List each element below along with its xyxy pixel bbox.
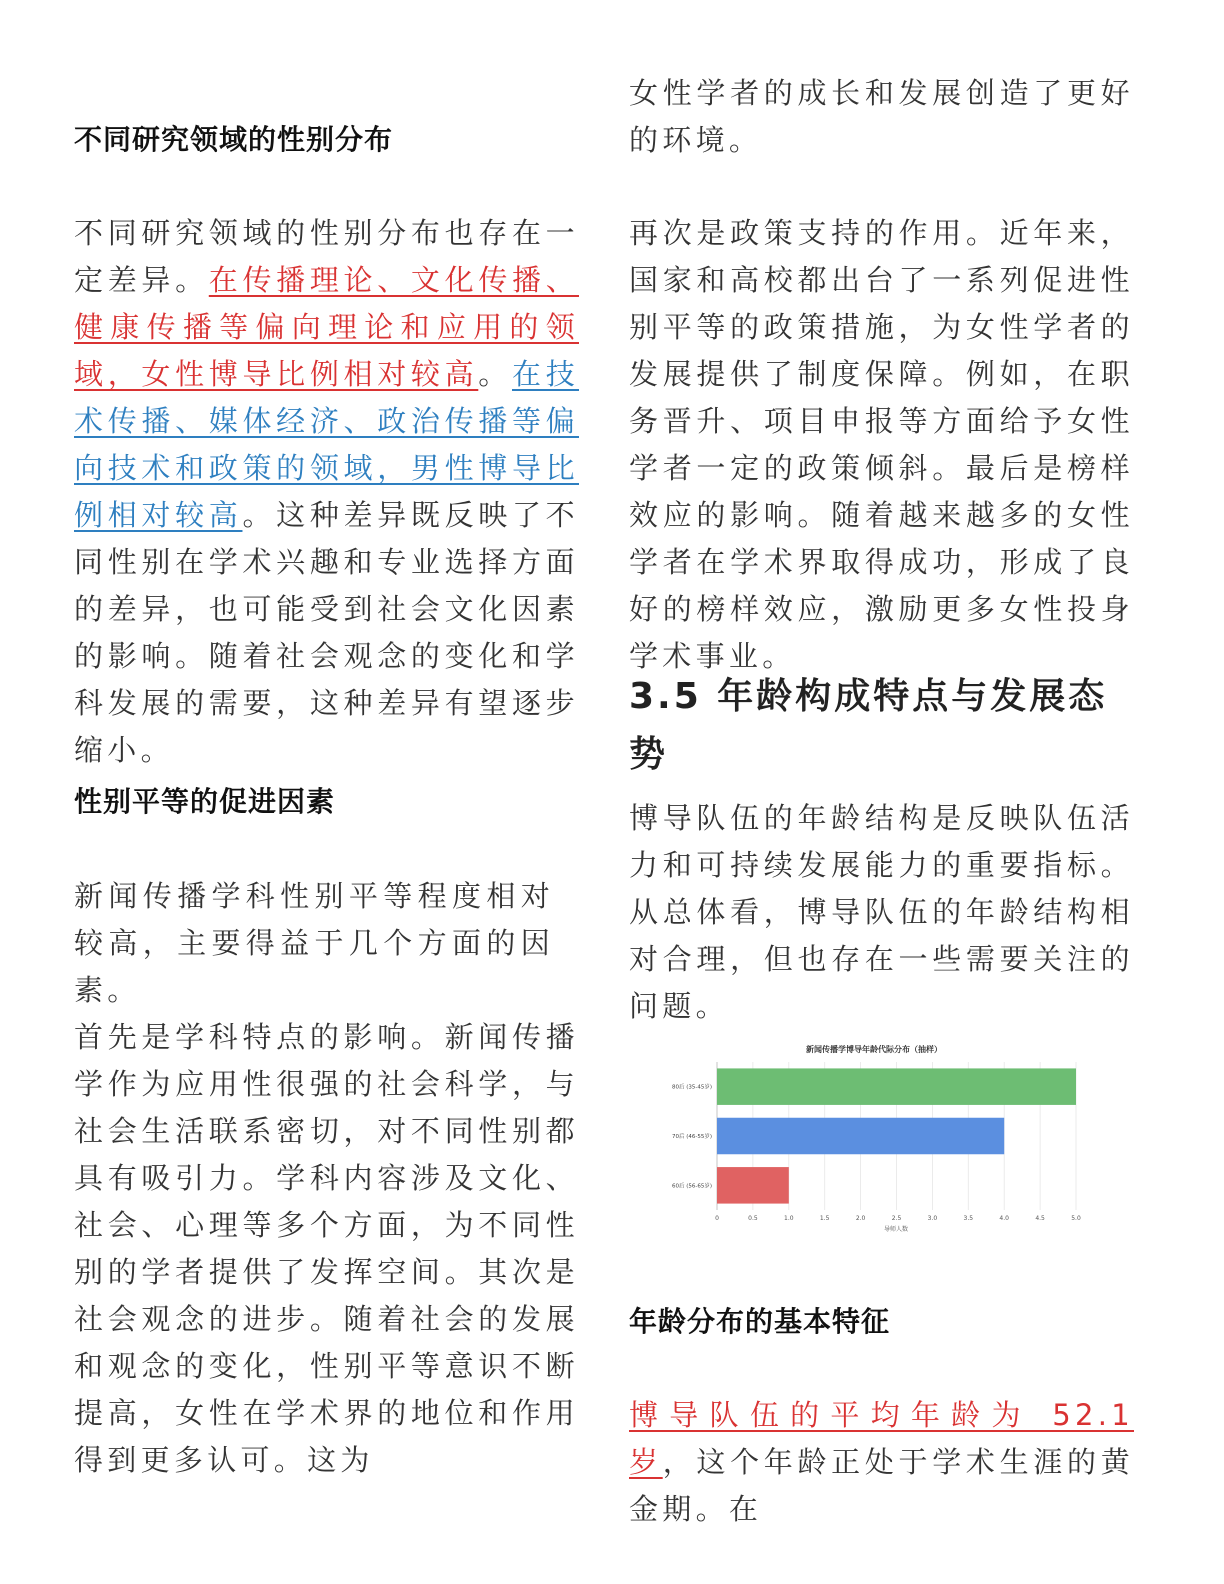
bar xyxy=(717,1068,1076,1105)
bar xyxy=(717,1118,1004,1155)
paragraph-continuation: 女性学者的成长和发展创造了更好的环境。 xyxy=(629,76,1134,157)
x-tick-label: 2.5 xyxy=(891,1215,902,1222)
chart-x-ticks xyxy=(715,1215,1081,1222)
heading-age-distribution: 年龄分布的基本特征 xyxy=(629,1305,891,1338)
highlight-red: 在传播理论、文化传播、健康传播等偏向理论和应用的领域，女性博导比例相对较高 xyxy=(74,263,579,391)
x-tick-label: 0.5 xyxy=(748,1215,758,1222)
category-label: 80后 (35-45岁) xyxy=(671,1084,712,1091)
category-label: 70后 (46-55岁) xyxy=(671,1134,712,1140)
heading-equality-factors: 性别平等的促进因素 xyxy=(74,785,336,818)
heading-field-gender: 不同研究领域的性别分布 xyxy=(74,123,394,156)
x-tick-label: 4.0 xyxy=(999,1215,1009,1222)
paragraph-average-age xyxy=(629,1392,1134,1533)
x-tick-label: 4.5 xyxy=(1035,1215,1045,1222)
highlight-red: 博导队伍的平均年龄为 52.1 岁 xyxy=(629,1398,1134,1479)
x-tick-label: 3.5 xyxy=(963,1215,974,1222)
x-tick-label: 2.0 xyxy=(855,1215,866,1222)
x-tick-label: 1.0 xyxy=(784,1215,794,1222)
age-generation-chart xyxy=(648,1038,1088,1238)
bar xyxy=(717,1167,789,1204)
paragraph-policy-support: 再次是政策支持的作用。近年来，国家和高校都出台了一系列促进性别平等的政策措施，为女性学者的发展提供了制度保障。例如，在职务晋升、项目申报等方面给予女性学者一定的政策倾斜。最后是榜样效应的影响。随着越来越多的女性学者在学术界取得成功，形成了良好的榜样效应，激励更多女性投身学术事业。 xyxy=(629,216,1134,673)
chart-title: 新闻传播学博导年龄代际分布（抽样） xyxy=(806,1045,942,1054)
paragraph-field-difference xyxy=(74,210,579,774)
x-tick-label: 0 xyxy=(715,1215,719,1222)
x-tick-label: 3.0 xyxy=(927,1215,938,1222)
text: 。 xyxy=(478,357,512,391)
x-tick-label: 5.0 xyxy=(1071,1215,1081,1222)
paragraph-equality-intro: 新闻传播学科性别平等程度相对较高，主要得益于几个方面的因素。 xyxy=(74,879,554,1007)
text: 。这种差异既反映了不同性别在学术兴趣和专业选择方面的差异，也可能受到社会文化因素的影响。随着社会观念的变化和学科发展的需要，这种差异有望逐步缩小。 xyxy=(74,498,579,767)
highlight-blue: 在技术传播、媒体经济、政治传播等偏向技术和政策的领域，男性博导比例相对较高 xyxy=(74,357,579,532)
chart-category-labels xyxy=(672,1083,712,1190)
x-tick-label: 1.5 xyxy=(819,1215,830,1222)
category-label: 60后 (56-65岁) xyxy=(671,1183,712,1190)
paragraph-discipline-features: 首先是学科特点的影响。新闻传播学作为应用性很强的社会科学，与社会生活联系密切，对不同性别都具有吸引力。学科内容涉及文化、社会、心理等多个方面，为不同性别的学者提供了发挥空间。其次是社会观念的进步。随着社会的发展和观念的变化，性别平等意识不断提高，女性在学术界的地位和作用得到更多认可。这为 xyxy=(74,1020,579,1477)
text: 不同研究领域的性别分布也存在一定差异。 xyxy=(74,216,579,297)
section-title-age: 3.5 年龄构成特点与发展态势 xyxy=(629,676,1108,775)
chart-x-axis-label: 导师人数 xyxy=(883,1226,909,1233)
paragraph-age-structure: 博导队伍的年龄结构是反映队伍活力和可持续发展能力的重要指标。从总体看，博导队伍的年龄结构相对合理，但也存在一些需要关注的问题。 xyxy=(629,801,1134,1023)
text: ，这个年龄正处于学术生涯的黄金期。在 xyxy=(629,1445,1134,1526)
